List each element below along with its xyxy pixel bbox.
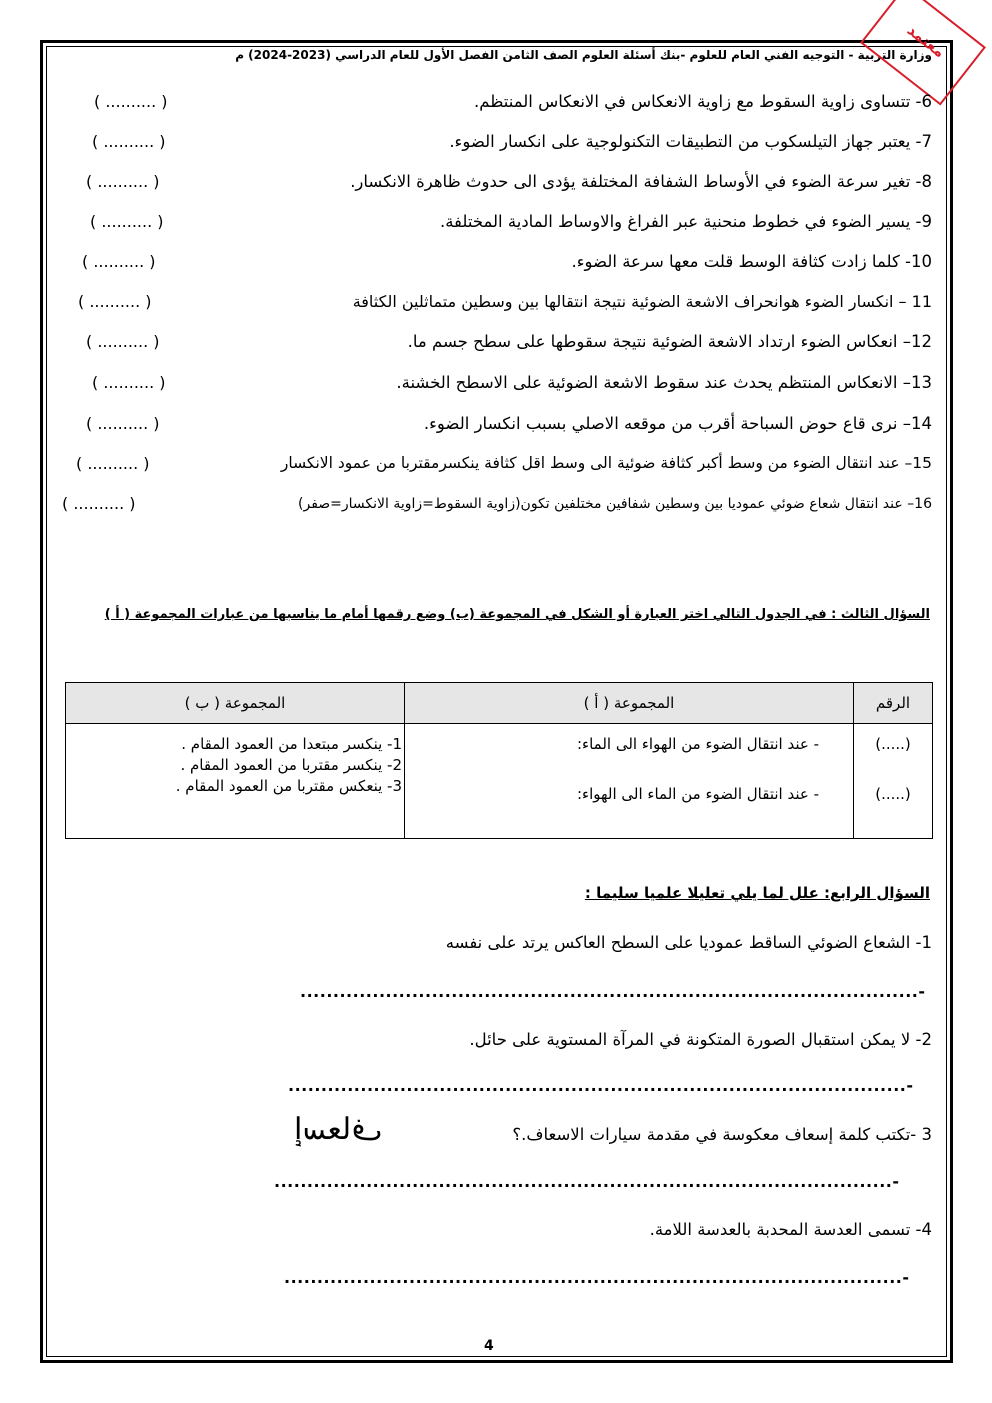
tf-answer-blank[interactable]: ( .......... ) bbox=[86, 172, 160, 191]
mirrored-word-image bbox=[258, 1106, 418, 1154]
answer-line[interactable]: ..............................................................................................- bbox=[284, 1268, 910, 1287]
page-header: وزارة التربية - التوجيه الفني العام للعلوم -بنك أسئلة العلوم الصف الثامن الفصل الأول للعام الدراسي (2023-2024) م bbox=[235, 48, 932, 62]
tf-answer-blank[interactable]: ( .......... ) bbox=[94, 92, 168, 111]
tf-answer-blank[interactable]: ( .......... ) bbox=[86, 332, 160, 351]
table-header-row bbox=[66, 683, 933, 724]
q4-item: 1- الشعاع الضوئي الساقط عموديا على السطح العاكس يرتد على نفسه bbox=[445, 933, 932, 952]
tf-item bbox=[60, 172, 932, 202]
tf-statement: 8- تغير سرعة الضوء في الأوساط الشفافة المختلفة يؤدى الى حدوث ظاهرة الانكسار. bbox=[350, 172, 932, 191]
col-header-group-b: المجموعة ( ب ) bbox=[66, 683, 405, 724]
tf-statement: 10- كلما زادت كثافة الوسط قلت معها سرعة الضوء. bbox=[571, 252, 932, 271]
tf-answer-blank[interactable]: ( .......... ) bbox=[92, 373, 166, 392]
group-a-item: - عند انتقال الضوء من الهواء الى الماء: bbox=[576, 735, 819, 753]
tf-item bbox=[60, 132, 932, 162]
table-row bbox=[66, 724, 933, 839]
tf-answer-blank[interactable]: ( .......... ) bbox=[62, 494, 136, 513]
tf-answer-blank[interactable]: ( .......... ) bbox=[78, 292, 152, 311]
tf-statement: 6- تتساوى زاوية السقوط مع زاوية الانعكاس في الانعكاس المنتظم. bbox=[473, 92, 932, 111]
answer-line[interactable]: ..............................................................................................- bbox=[274, 1172, 900, 1191]
tf-answer-blank[interactable]: ( .......... ) bbox=[86, 414, 160, 433]
tf-answer-blank[interactable]: ( .......... ) bbox=[76, 454, 150, 473]
tf-item bbox=[60, 454, 932, 484]
group-b-item: 1- ينكسر مبتعدا من العمود المقام . bbox=[181, 735, 402, 753]
tf-item bbox=[60, 414, 932, 444]
tf-statement: 9- يسير الضوء في خطوط منحنية عبر الفراغ والاوساط المادية المختلفة. bbox=[439, 212, 932, 231]
group-b-cell bbox=[66, 724, 405, 839]
mirrored-word: إسعاف bbox=[293, 1112, 383, 1147]
tf-item bbox=[60, 494, 932, 524]
approval-stamp: معتمد bbox=[860, 0, 986, 106]
col-header-number: الرقم bbox=[854, 683, 933, 724]
answer-line[interactable]: ..............................................................................................- bbox=[288, 1076, 914, 1095]
group-b-item: 3- ينعكس مقتربا من العمود المقام . bbox=[175, 777, 402, 795]
tf-item bbox=[60, 373, 932, 403]
tf-item bbox=[60, 212, 932, 242]
q4-item: 4- تسمى العدسة المحدبة بالعدسة اللامة. bbox=[649, 1220, 932, 1239]
tf-statement: 16– عند انتقال شعاع ضوئي عمودیا بین وسطین شفافین مختلفین تکون(زاویة السقوط=زاویة الانکسار=صفر) bbox=[298, 496, 932, 512]
number-cell bbox=[854, 724, 933, 839]
tf-statement: 12– انعكاس الضوء ارتداد الاشعة الضوئية نتيجة سقوطها على سطح جسم ما. bbox=[407, 332, 932, 351]
q3-title: السؤال الثالث : في الجدول التالي اختر العبارة أو الشكل في المجموعة (ب) وضع رقمها أمام ما يناسبها من عبارات المجموعة ( أ ) bbox=[104, 607, 930, 622]
tf-statement: 13– الانعكاس المنتظم يحدث عند سقوط الاشعة الضوئية على الاسطح الخشنة. bbox=[396, 373, 932, 392]
tf-item bbox=[60, 332, 932, 362]
page-number: 4 bbox=[484, 1338, 494, 1354]
tf-item bbox=[60, 252, 932, 282]
group-a-item: - عند انتقال الضوء من الماء الى الهواء: bbox=[576, 785, 819, 803]
tf-statement: 14– نرى قاع حوض السباحة أقرب من موقعه الاصلي بسبب انكسار الضوء. bbox=[423, 414, 932, 433]
tf-statement: 15– عند انتقال الضوء من وسط أكبر كثافة ضوئية الى وسط اقل كثافة ينكسرمقتربا من عمود الانكسار bbox=[280, 454, 932, 472]
tf-statement: 11 – انكسار الضوء هوانحراف الاشعة الضوئية نتيجة انتقالها بين وسطين متماثلين الكثافة bbox=[352, 292, 932, 311]
q4-item: 3 -تكتب كلمة إسعاف معكوسة في مقدمة سيارات الاسعاف.؟ bbox=[512, 1125, 932, 1144]
group-b-item: 2- ينكسر مقتربا من العمود المقام . bbox=[180, 756, 402, 774]
tf-answer-blank[interactable]: ( .......... ) bbox=[82, 252, 156, 271]
number-blank[interactable]: (.....) bbox=[875, 735, 911, 753]
tf-item bbox=[60, 92, 932, 122]
tf-item bbox=[60, 292, 932, 322]
q4-item: 2- لا يمكن استقبال الصورة المتكونة في المرآة المستوية على حائل. bbox=[469, 1030, 932, 1049]
q4-title: السؤال الرابع: علل لما يلي تعليلا علميا سليما : bbox=[584, 884, 930, 902]
tf-statement: 7- يعتبر جهاز التيلسكوب من التطبيقات التكنولوجية على انكسار الضوء. bbox=[449, 132, 932, 151]
number-blank[interactable]: (.....) bbox=[875, 785, 911, 803]
group-a-cell bbox=[405, 724, 854, 839]
tf-answer-blank[interactable]: ( .......... ) bbox=[90, 212, 164, 231]
matching-table bbox=[65, 682, 933, 839]
tf-answer-blank[interactable]: ( .......... ) bbox=[92, 132, 166, 151]
col-header-group-a: المجموعة ( أ ) bbox=[405, 683, 854, 724]
answer-line[interactable]: ..............................................................................................- bbox=[300, 982, 926, 1001]
